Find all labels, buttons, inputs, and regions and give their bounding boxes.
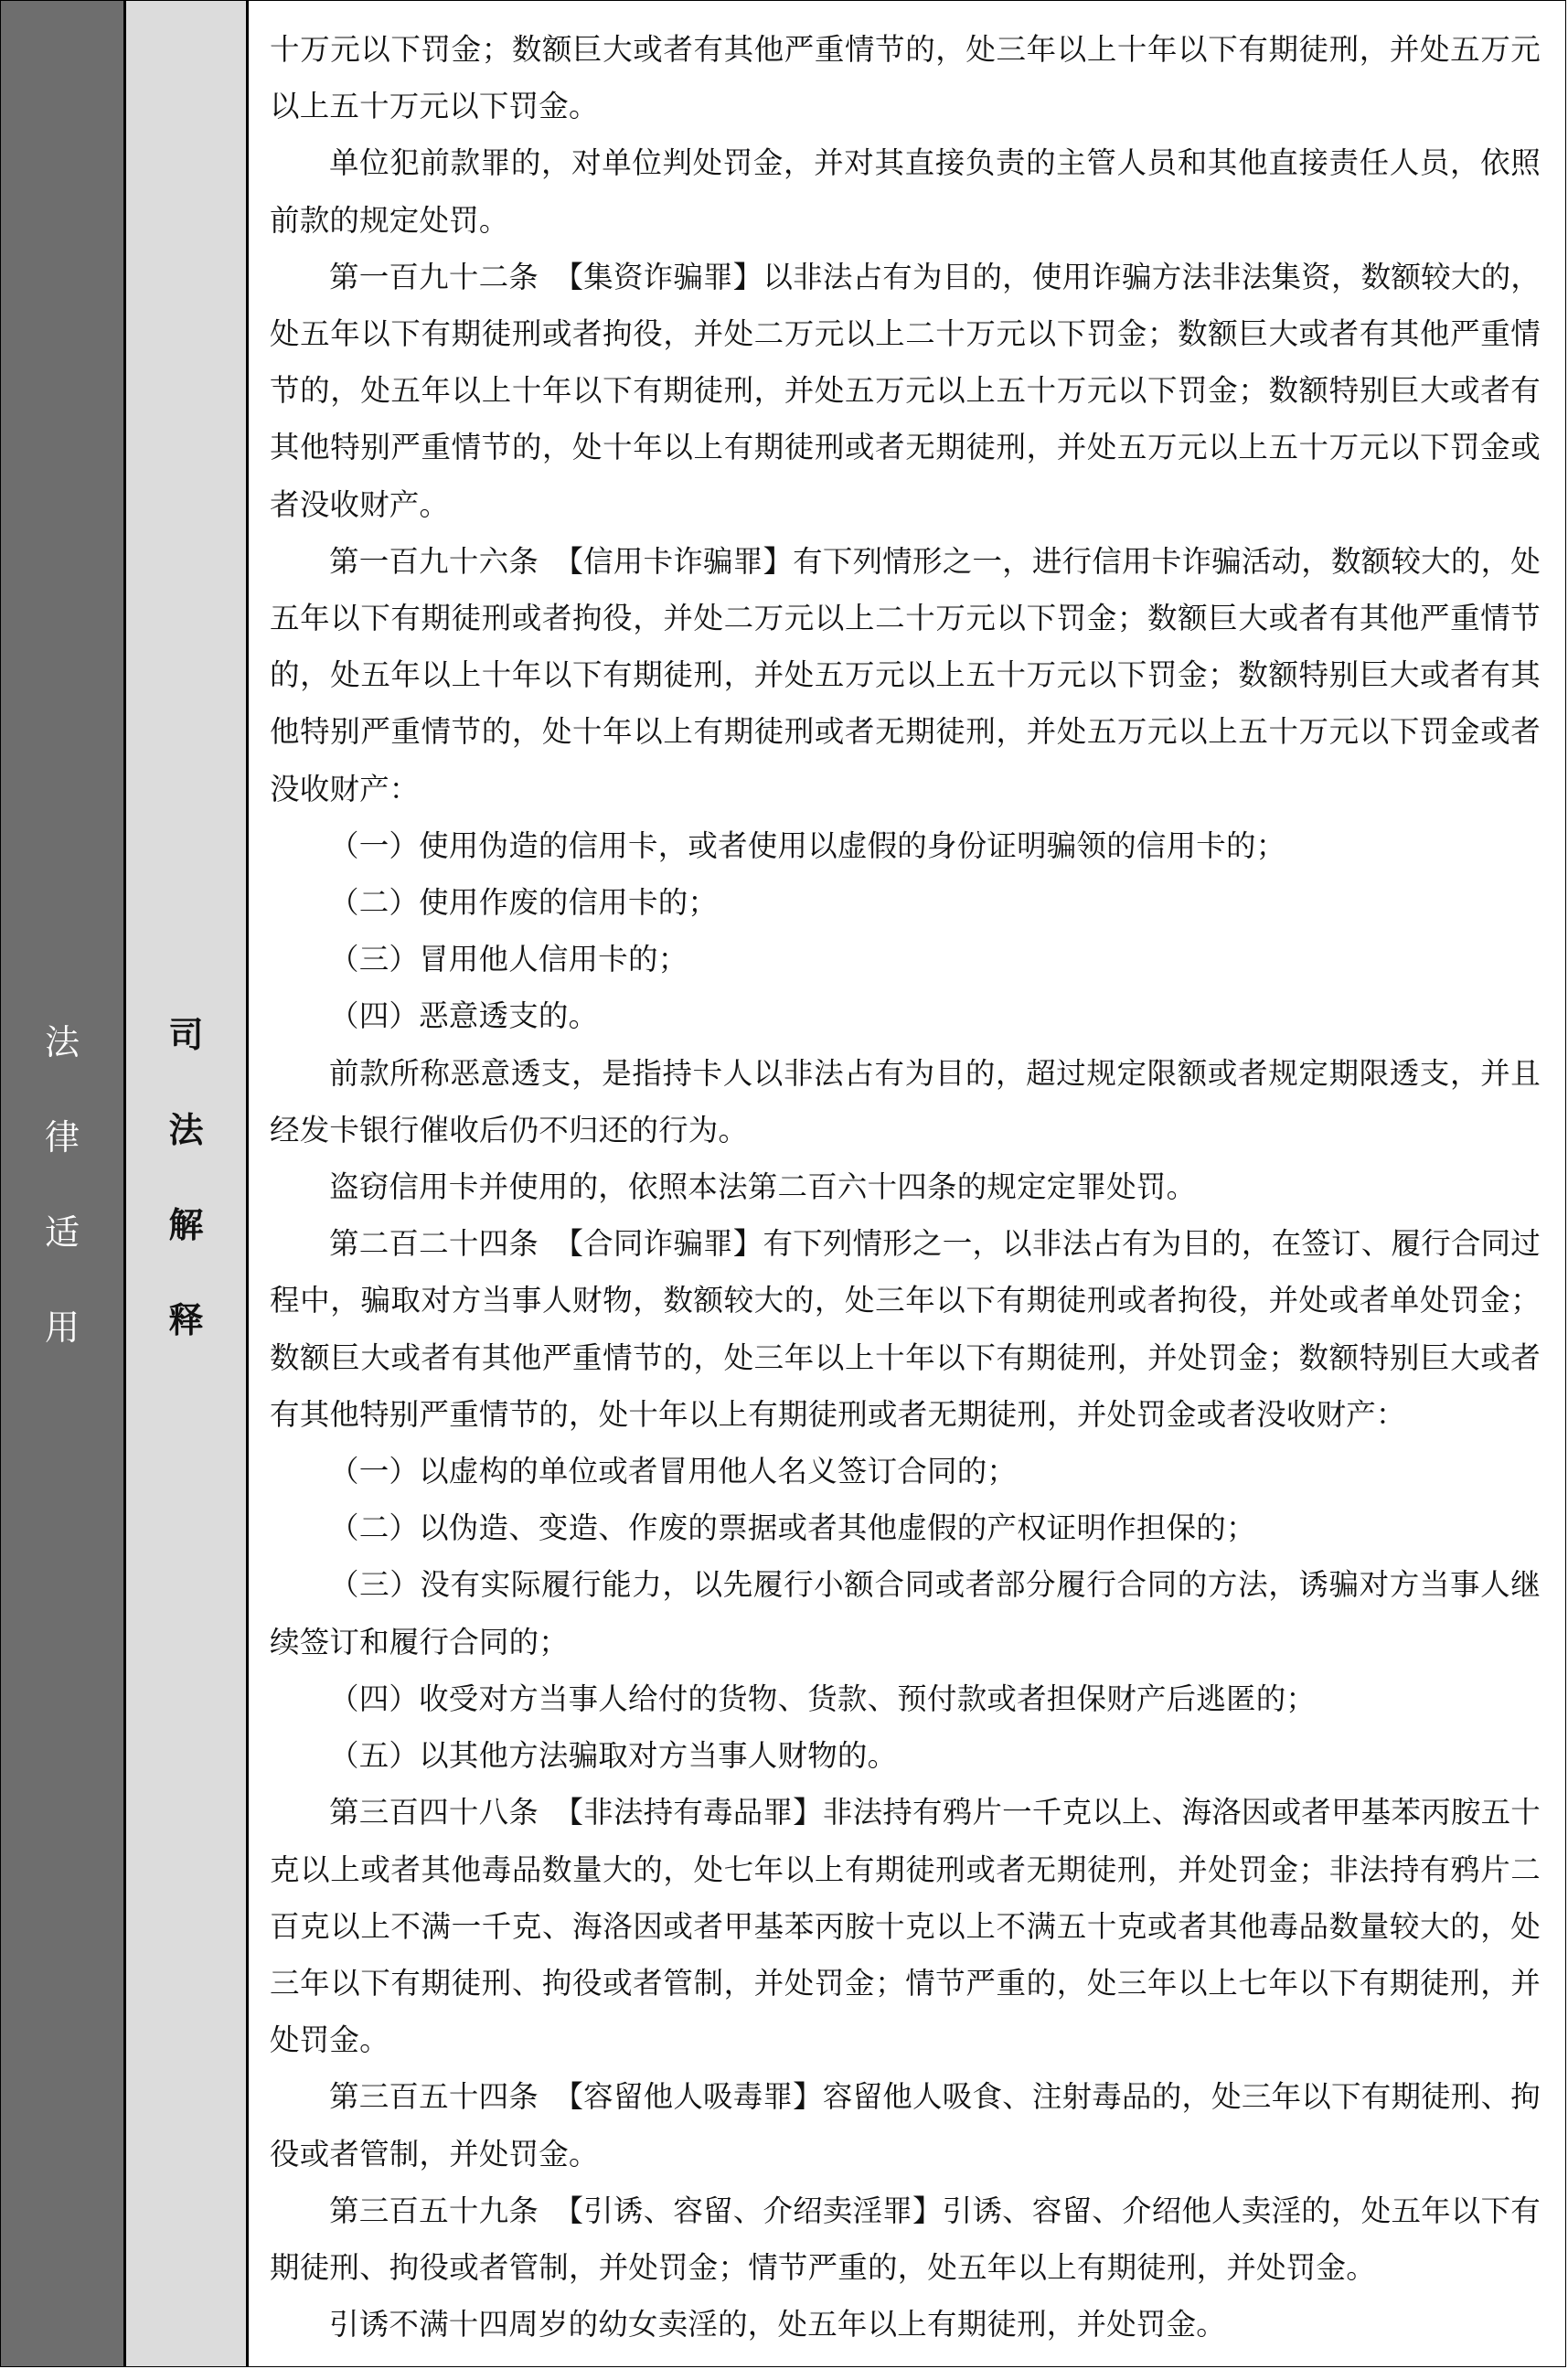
- statute-paragraph: 第三百四十八条 【非法持有毒品罪】非法持有鸦片一千克以上、海洛因或者甲基苯丙胺五十克以上或者其他毒品数量大的，处七年以上有期徒刑或者无期徒刑，并处罚金；非法持有鸦片二百克以上不满一千克、海洛因或者甲基苯丙胺十克以上不满五十克或者其他毒品数量较大的，处三年以下有期徒刑、拘役或者管制，并处罚金；情节严重的，处三年以上七年以下有期徒刑，并处罚金。: [270, 1795, 1541, 2058]
- statute-paragraph: （五）以其他方法骗取对方当事人财物的。: [329, 1738, 898, 1774]
- statute-paragraph: 单位犯前款罪的，对单位判处罚金，并对其直接负责的主管人员和其他直接责任人员，依照前款的规定处罚。: [270, 145, 1541, 238]
- statute-paragraph: （二）使用作废的信用卡的；: [329, 885, 719, 921]
- statute-paragraph: （三）冒用他人信用卡的；: [329, 942, 688, 977]
- statute-paragraph: （三）没有实际履行能力，以先履行小额合同或者部分履行合同的方法，诱骗对方当事人继续签订和履行合同的；: [270, 1567, 1541, 1659]
- statute-paragraph: （四）收受对方当事人给付的货物、货款、预付款或者担保财产后逃匿的；: [329, 1681, 1317, 1716]
- subcategory-char: 法: [168, 1110, 204, 1150]
- statute-paragraph: 盗窃信用卡并使用的，依照本法第二百六十四条的规定定罪处罚。: [329, 1169, 1197, 1205]
- category-char: 律: [44, 1117, 80, 1158]
- category-char: 法: [44, 1022, 80, 1062]
- statute-paragraph: 前款所称恶意透支，是指持卡人以非法占有为目的，超过规定限额或者规定期限透支，并且经发卡银行催收后仍不归还的行为。: [270, 1055, 1541, 1147]
- statute-paragraph: （一）以虚构的单位或者冒用他人名义签订合同的；: [329, 1454, 1018, 1489]
- statute-paragraph: 十万元以下罚金；数额巨大或者有其他严重情节的，处三年以上十年以下有期徒刑，并处五万元以上五十万元以下罚金。: [270, 32, 1541, 124]
- statute-paragraph: （二）以伪造、变造、作废的票据或者其他虚假的产权证明作担保的；: [329, 1510, 1256, 1546]
- statute-text: [249, 1, 1565, 2366]
- subcategory-cell: [126, 1, 249, 2366]
- statute-paragraph: 第三百五十九条 【引诱、容留、介绍卖淫罪】引诱、容留、介绍他人卖淫的，处五年以下有期徒刑、拘役或者管制，并处罚金；情节严重的，处五年以上有期徒刑，并处罚金。: [270, 2193, 1541, 2285]
- statute-paragraph: 第一百九十六条 【信用卡诈骗罪】有下列情形之一，进行信用卡诈骗活动，数额较大的，处五年以下有期徒刑或者拘役，并处二万元以上二十万元以下罚金；数额巨大或者有其他严重情节的，处五年以上十年以下有期徒刑，并处五万元以上五十万元以下罚金；数额特别巨大或者有其他特别严重情节的，处十年以上有期徒刑或者无期徒刑，并处五万元以上五十万元以下罚金或者没收财产：: [270, 543, 1541, 806]
- category-char: 用: [44, 1307, 80, 1348]
- statute-paragraph: 第三百五十四条 【容留他人吸毒罪】容留他人吸食、注射毒品的，处三年以下有期徒刑、拘役或者管制，并处罚金。: [270, 2079, 1541, 2172]
- category-cell: [1, 1, 126, 2366]
- statute-paragraph: （四）恶意透支的。: [329, 998, 599, 1034]
- statute-paragraph: 引诱不满十四周岁的幼女卖淫的，处五年以上有期徒刑，并处罚金。: [329, 2307, 1227, 2342]
- subcategory-char: 释: [168, 1300, 204, 1340]
- subcategory-char: 司: [168, 1015, 204, 1055]
- category-label: [44, 1022, 80, 1348]
- statute-paragraph: （一）使用伪造的信用卡，或者使用以虚假的身份证明骗领的信用卡的；: [329, 827, 1286, 863]
- subcategory-char: 解: [168, 1205, 204, 1245]
- statute-paragraph: 第一百九十二条 【集资诈骗罪】以非法占有为目的，使用诈骗方法非法集资，数额较大的，处五年以下有期徒刑或者拘役，并处二万元以上二十万元以下罚金；数额巨大或者有其他严重情节的，处五年以上十年以下有期徒刑，并处五万元以上五十万元以下罚金；数额特别巨大或者有其他特别严重情节的，处十年以上有期徒刑或者无期徒刑，并处五万元以上五十万元以下罚金或者没收财产。: [270, 259, 1541, 522]
- subcategory-label: [168, 969, 203, 1398]
- statute-paragraph: 第二百二十四条 【合同诈骗罪】有下列情形之一，以非法占有为目的，在签订、履行合同过程中，骗取对方当事人财物，数额较大的，处三年以下有期徒刑或者拘役，并处或者单处罚金；数额巨大或者有其他严重情节的，处三年以上十年以下有期徒刑，并处罚金；数额特别巨大或者有其他特别严重情节的，处十年以上有期徒刑或者无期徒刑，并处罚金或者没收财产：: [270, 1226, 1541, 1432]
- category-char: 适: [44, 1212, 80, 1253]
